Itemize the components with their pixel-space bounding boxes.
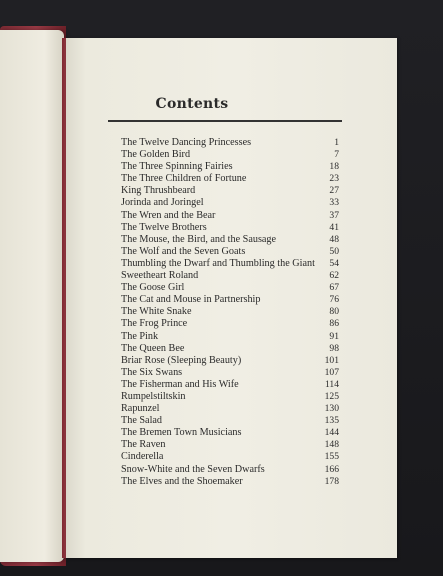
contents-entry xyxy=(121,476,339,488)
entry-page-number: 101 xyxy=(324,354,339,366)
heading-rule xyxy=(108,120,342,122)
contents-entry xyxy=(121,270,339,282)
entry-page-number: 27 xyxy=(329,185,339,197)
entry-page-number: 7 xyxy=(334,149,339,161)
entry-page-number: 18 xyxy=(329,161,339,173)
contents-entry xyxy=(121,234,339,246)
entry-page-number: 98 xyxy=(329,342,339,354)
entry-title: King Thrushbeard xyxy=(121,185,196,197)
contents-entry xyxy=(121,415,339,427)
entry-title: The Mouse, the Bird, and the Sausage xyxy=(121,233,277,245)
contents-entry xyxy=(121,367,339,379)
contents-entry xyxy=(121,173,339,185)
entry-page-number: 80 xyxy=(329,306,339,318)
entry-page-number: 54 xyxy=(329,257,339,269)
entry-title: The Fisherman and His Wife xyxy=(121,378,239,390)
contents-entry xyxy=(121,246,339,258)
contents-heading: Contents xyxy=(155,96,229,112)
entry-title: The Elves and the Shoemaker xyxy=(121,475,243,487)
entry-title: The Pink xyxy=(121,330,159,342)
contents-entry xyxy=(121,137,339,149)
flyleaf-page xyxy=(0,30,64,562)
entry-page-number: 135 xyxy=(324,415,339,427)
entry-page-number: 155 xyxy=(324,451,339,463)
contents-entry xyxy=(121,185,339,197)
contents-entry xyxy=(121,161,339,173)
entry-title: Rapunzel xyxy=(121,403,160,415)
entry-page-number: 166 xyxy=(324,463,339,475)
contents-entry xyxy=(121,294,339,306)
entry-page-number: 37 xyxy=(329,209,339,221)
entry-page-number: 48 xyxy=(329,233,339,245)
entry-title: Jorinda and Joringel xyxy=(121,197,204,209)
entry-page-number: 178 xyxy=(324,475,339,487)
contents-entry xyxy=(121,306,339,318)
entry-page-number: 76 xyxy=(329,294,339,306)
entry-page-number: 33 xyxy=(329,197,339,209)
contents-entry xyxy=(121,391,339,403)
entry-title: The Frog Prince xyxy=(121,318,188,330)
contents-entry xyxy=(121,439,339,451)
entry-title: Sweetheart Roland xyxy=(121,270,199,282)
contents-entry xyxy=(121,403,339,415)
entry-title: The Twelve Dancing Princesses xyxy=(121,137,252,148)
entry-title: The Queen Bee xyxy=(121,342,185,354)
contents-entry xyxy=(121,451,339,463)
entry-title: Rumpelstiltskin xyxy=(121,390,186,402)
entry-page-number: 91 xyxy=(329,330,339,342)
entry-title: The Cat and Mouse in Partnership xyxy=(121,294,261,306)
entry-page-number: 50 xyxy=(329,245,339,257)
entry-page-number: 114 xyxy=(324,378,339,390)
contents-entry xyxy=(121,318,339,330)
contents-entry xyxy=(121,343,339,355)
contents-entry xyxy=(121,464,339,476)
entry-page-number: 148 xyxy=(324,439,339,451)
contents-entry xyxy=(121,222,339,234)
entry-title: The Golden Bird xyxy=(121,149,191,161)
entry-page-number: 130 xyxy=(324,403,339,415)
entry-title: Briar Rose (Sleeping Beauty) xyxy=(121,354,242,366)
entry-page-number: 67 xyxy=(329,282,339,294)
entry-page-number: 1 xyxy=(334,137,339,148)
entry-title: The Three Children of Fortune xyxy=(121,173,247,185)
contents-entry xyxy=(121,197,339,209)
entry-page-number: 41 xyxy=(329,221,339,233)
contents-entry xyxy=(121,210,339,222)
contents-list xyxy=(121,137,339,488)
entry-title: The Twelve Brothers xyxy=(121,221,207,233)
entry-title: The Three Spinning Fairies xyxy=(121,161,233,173)
entry-title: The Wren and the Bear xyxy=(121,209,216,221)
entry-page-number: 62 xyxy=(329,270,339,282)
entry-page-number: 125 xyxy=(324,390,339,402)
entry-title: The Goose Girl xyxy=(121,282,185,294)
entry-page-number: 86 xyxy=(329,318,339,330)
entry-page-number: 23 xyxy=(329,173,339,185)
contents-entry xyxy=(121,379,339,391)
contents-entry xyxy=(121,258,339,270)
entry-page-number: 107 xyxy=(324,366,339,378)
contents-entry xyxy=(121,427,339,439)
entry-title: Thumbling the Dwarf and Thumbling the Giant xyxy=(121,257,315,269)
contents-entry xyxy=(121,331,339,343)
entry-title: Cinderella xyxy=(121,451,164,463)
entry-title: The White Snake xyxy=(121,306,192,318)
entry-title: The Wolf and the Seven Goats xyxy=(121,245,246,257)
contents-entry xyxy=(121,149,339,161)
entry-page-number: 144 xyxy=(324,427,339,439)
entry-title: The Six Swans xyxy=(121,366,183,378)
entry-title: The Raven xyxy=(121,439,166,451)
entry-title: Snow-White and the Seven Dwarfs xyxy=(121,463,265,475)
entry-title: The Salad xyxy=(121,415,163,427)
contents-entry xyxy=(121,282,339,294)
entry-title: The Bremen Town Musicians xyxy=(121,427,242,439)
contents-entry xyxy=(121,355,339,367)
